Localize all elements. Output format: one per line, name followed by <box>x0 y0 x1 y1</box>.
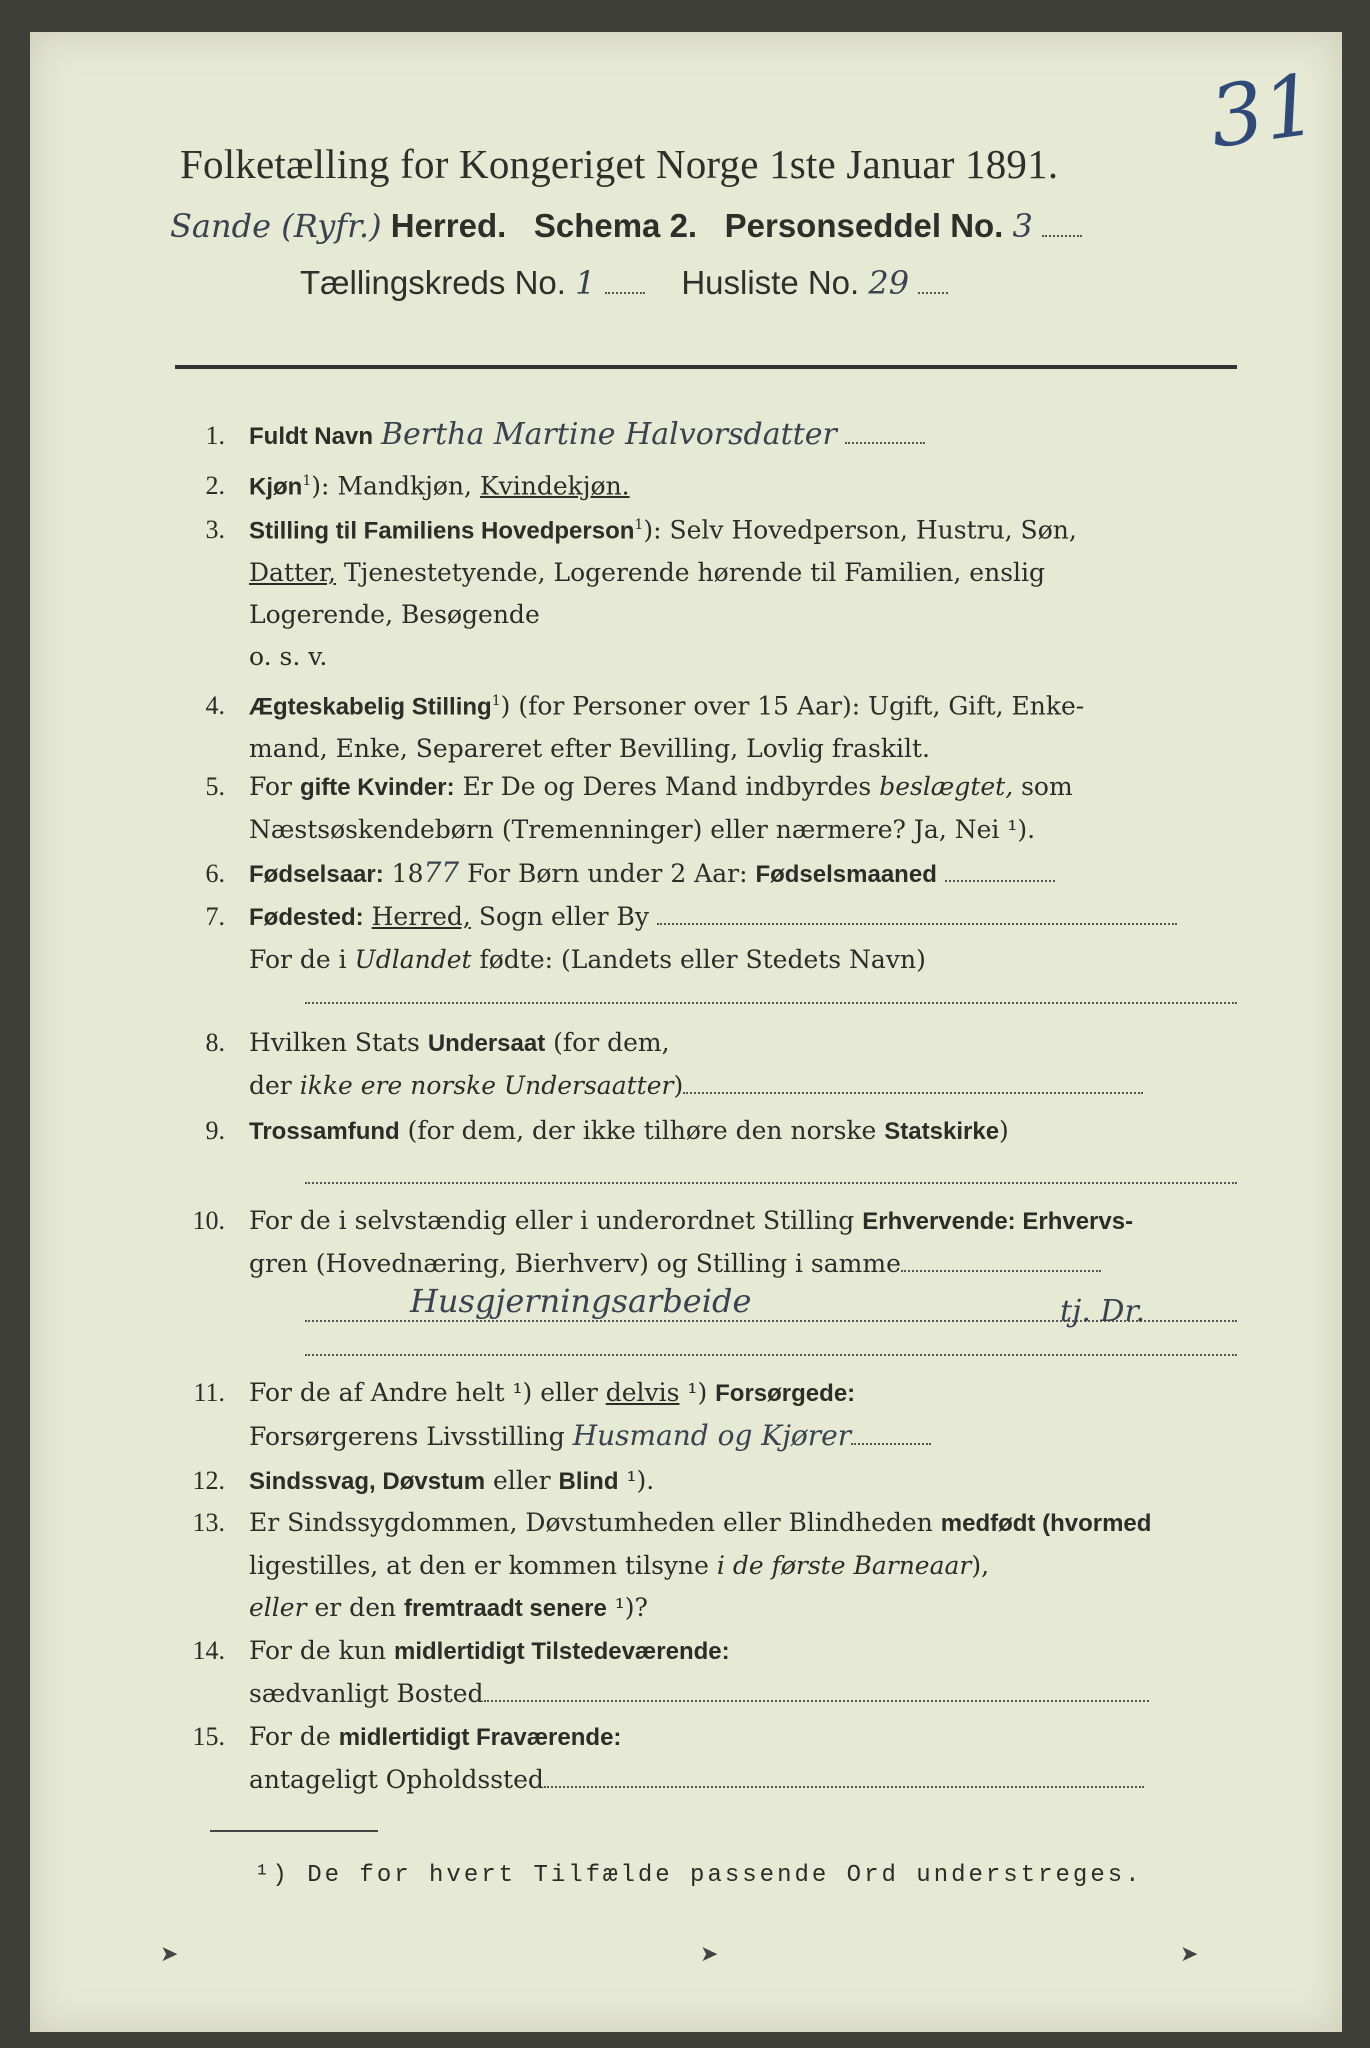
field-2: 2. Kjøn$^1$): Mandkjøn, Kvindekjøn. <box>205 471 630 501</box>
herred-value: Sande (Ryfr.) <box>170 207 382 245</box>
field-5: 5. For gifte Kvinder: Er De og Deres Mand indbyrdes beslægtet, som Næstsøskendebørn (Tremenninger) eller nærmere? Ja, Nei ¹). <box>205 772 1073 844</box>
sex-label: Kjøn <box>249 473 303 501</box>
header-rule <box>175 365 1237 369</box>
form-title: Folketælling for Kongeriget Norge 1ste Januar 1891. <box>180 141 1059 187</box>
footnote-rule <box>210 1830 378 1832</box>
personseddel-value: 3 <box>1012 207 1033 245</box>
husliste-value: 29 <box>868 264 910 302</box>
herred-label: Herred. <box>390 207 507 244</box>
provider-occupation-value: Husmand og Kjører <box>572 1419 852 1452</box>
page-number: 31 <box>1203 55 1324 167</box>
field-7: 7. Fødested: Herred, Sogn eller By For de i Udlandet fødte: (Landets eller Stedets Navn) <box>175 896 1255 981</box>
census-form-sheet: 31 Folketælling for Kongeriget Norge 1ste Januar 1891. Sande (Ryfr.) Herred. Schema 2. Personseddel No. 3 Tællingskreds No. 1 Husliste No. 29 1. Fuldt Navn Bertha Martine Halvorsdatter 2. Kjøn$^1$): Mandkjøn, Kvindekjøn. 3. Stilling til Familiens Hovedperson$^1$): Selv Hovedperson, Hustru, Søn, Datter, Tjenestetyende, Logerende hørende til Familien, enslig Logerende, Besøgende o. s. v. 4. Ægteskabelig Stilling$^1$) (for Personer over 15 Aar): Ugift, Gift, Enke- mand, Enke, Separeret efter Bevilling, Lovlig fraskilt. 5. For gifte Kvinder: Er De og Deres Mand indbyrdes beslægtet, som Næstsøskendebørn (Tremenninger) eller nærmere? Ja, Nei ¹). 6. Fødselsaar: 1877 For Børn under 2 Aar: Fødselsmaaned 7. Fødested: Herred, Sogn eller By For de i Udlandet fødte: (Landets eller Stedets Navn) 8. Hvilken Stats Undersaat (for dem, der ikke ere norske Undersaatter) 9. Trossamfund (for dem, der ikke tilhøre den norske Statskirke) 10. For de i selvstændig eller i underordnet Stilling Erhvervende: Erhvervs- gren (Hovednæring, Bierhverv) og Stilling i samme Husgjerningsarbeide tj. Dr. 11. For de af Andre helt ¹) eller delvis ¹) Forsørgede: Forsørgerens Livsstilling Husmand og Kjører 12. Sindssvag, Døvstum eller Blind ¹). 13. Er Sindssygdommen, Døvstumheden eller Blindheden medfødt (hvormed ligestilles, at den er kommen tilsyne i de første Barneaar), eller er den fremtraadt senere ¹)? 14. For de kun midlertidigt Tilstedeværende: sædvanligt Bosted 15. For de midlertidigt Fraværende: antageligt Opholdssted ¹) De for hvert Tilfælde passende Ord understreges. ➤ ➤ ➤ <box>30 32 1342 2032</box>
header-kreds-row <box>300 264 948 302</box>
schema-label: Schema 2. <box>533 207 698 244</box>
occupation-annotation: tj. Dr. <box>1060 1294 1146 1329</box>
field-8: 8. Hvilken Stats Undersaat (for dem, der ikke ere norske Undersaatter) <box>175 1022 1255 1107</box>
family-position-label: Stilling til Familiens Hovedperson <box>249 517 635 545</box>
family-position-selected: Datter, <box>249 558 336 588</box>
taellingskreds-label: Tællingskreds No. <box>300 264 566 301</box>
header-herred-row <box>170 207 1082 245</box>
field-9: 9. Trossamfund (for dem, der ikke tilhøre den norske Statskirke) <box>205 1116 1009 1145</box>
field-6: 6. Fødselsaar: 1877 For Børn under 2 Aar: Fødselsmaaned <box>175 852 1255 896</box>
field-4: 4. Ægteskabelig Stilling$^1$) (for Personer over 15 Aar): Ugift, Gift, Enke- mand, Enke, Separeret efter Bevilling, Lovlig fraskilt. <box>205 691 1085 764</box>
field-14: 14. For de kun midlertidigt Tilstedeværende: sædvanligt Bosted <box>175 1630 1255 1715</box>
field-12: 12. Sindssvag, Døvstum eller Blind ¹). <box>192 1466 655 1495</box>
footnote: ¹) De for hvert Tilfælde passende Ord understreges. <box>255 1862 1143 1889</box>
field-1: 1. Fuldt Navn Bertha Martine Halvorsdatter <box>175 414 1255 458</box>
birth-year-label: Fødselsaar: <box>249 861 384 888</box>
field-3: 3. Stilling til Familiens Hovedperson$^1$): Selv Hovedperson, Hustru, Søn, Datter, Tjenestetyende, Logerende hørende til Familien, enslig Logerende, Besøgende o. s. v. <box>205 515 1077 672</box>
taellingskreds-value: 1 <box>575 264 596 302</box>
marital-status-label: Ægteskabelig Stilling <box>249 693 492 721</box>
field-13: 13. Er Sindssygdommen, Døvstumheden eller Blindheden medfødt (hvormed ligestilles, at den er kommen tilsyne i de første Barneaar), eller er den fremtraadt senere ¹)? <box>192 1508 1152 1622</box>
field-11: 11. For de af Andre helt ¹) eller delvis ¹) Forsørgede: Forsørgerens Livsstilling Husmand og Kjører <box>175 1372 1255 1458</box>
birthplace-selected: Herred, <box>371 902 471 931</box>
birth-year-value: 77 <box>423 856 460 889</box>
birthplace-label: Fødested: <box>249 904 364 931</box>
field-15: 15. For de midlertidigt Fraværende: antageligt Opholdssted <box>175 1716 1255 1801</box>
occupation-value: Husgjerningsarbeide <box>410 1282 752 1320</box>
full-name-label: Fuldt Navn <box>249 423 373 450</box>
full-name-value: Bertha Martine Halvorsdatter <box>380 417 837 452</box>
personseddel-label: Personseddel No. <box>724 207 1004 244</box>
field-10: 10. For de i selvstændig eller i underordnet Stilling Erhvervende: Erhvervs- gren (Hovednæring, Bierhverv) og Stilling i samme <box>192 1206 1134 1278</box>
support-selected: delvis <box>605 1378 680 1407</box>
sex-selected: Kvindekjøn. <box>479 471 630 501</box>
husliste-label: Husliste No. <box>681 264 860 301</box>
